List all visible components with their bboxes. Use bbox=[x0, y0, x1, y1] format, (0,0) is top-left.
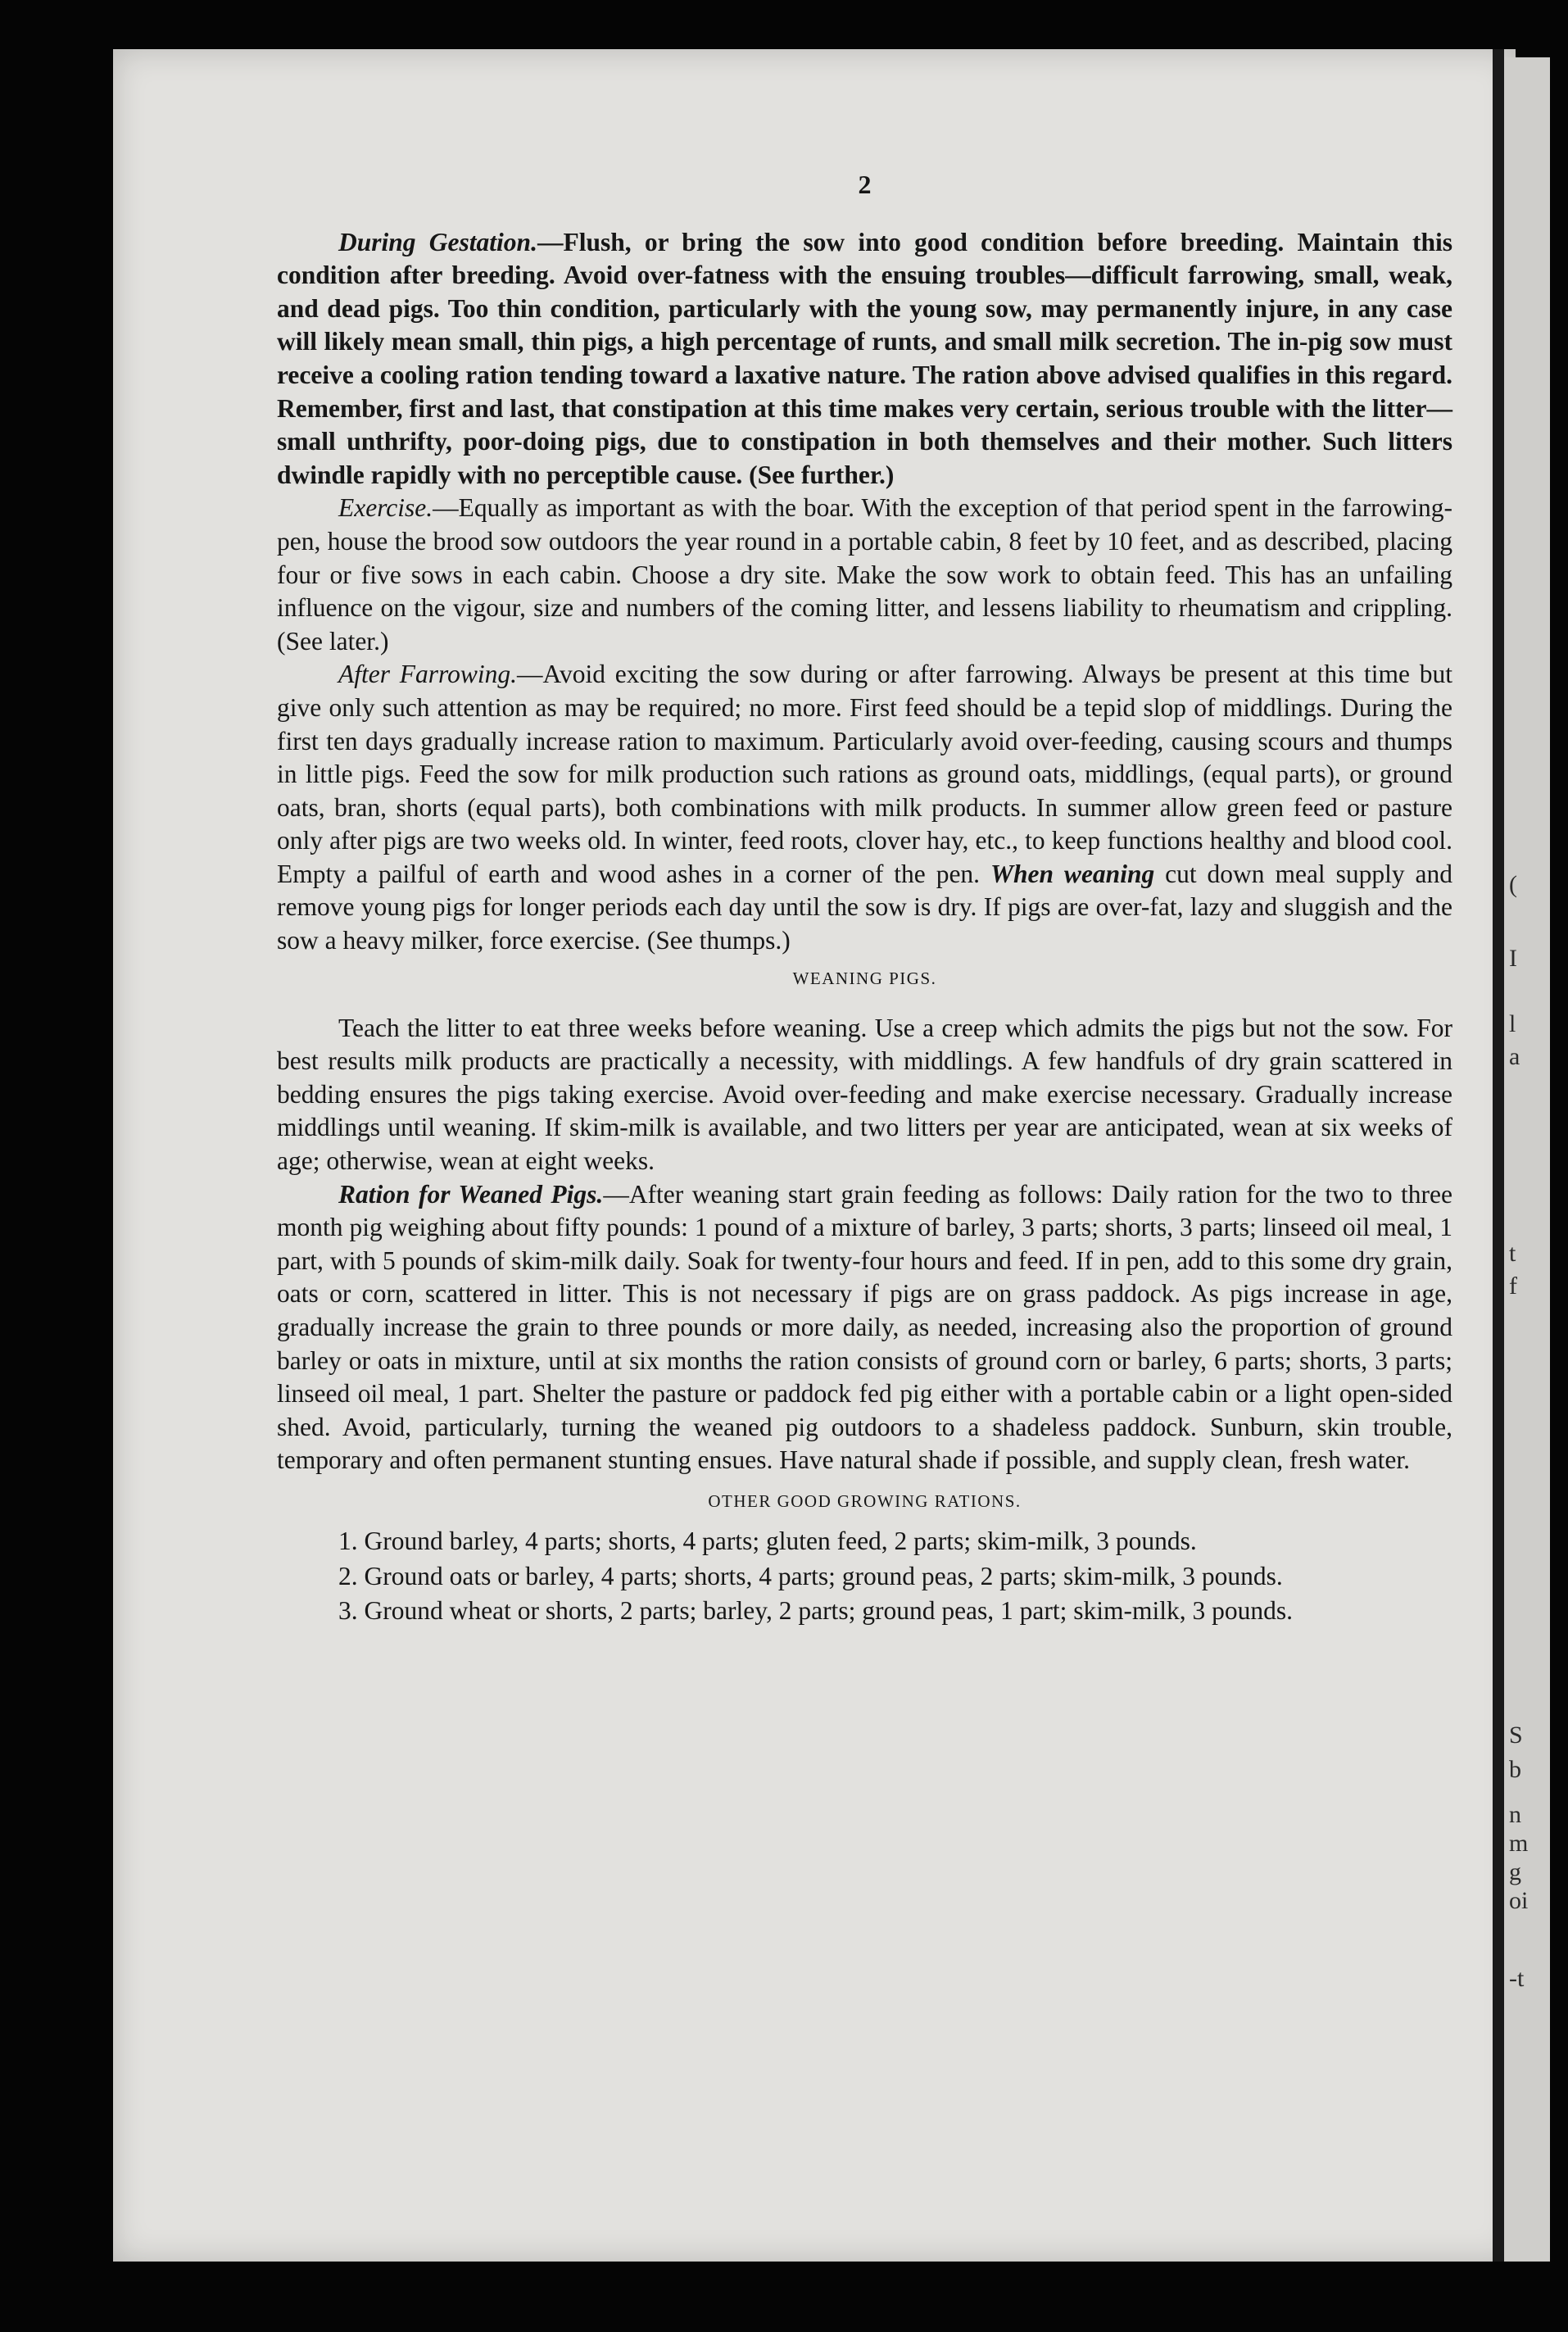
section-heading-other-rations: OTHER GOOD GROWING RATIONS. bbox=[708, 1490, 1022, 1511]
adjacent-page-fragment: g bbox=[1509, 1858, 1521, 1885]
section-heading-weaning: WEANING PIGS. bbox=[792, 968, 937, 988]
paragraph-weaned-ration bbox=[277, 1178, 1452, 1477]
paragraph-body: —Flush, or bring the sow into good condition before breeding. Maintain this condition after breeding. Avoid over-fatness with the ensuing troubles—difficult farrowing, small, weak, and dead pigs. Too thin condition, particularly with the young sow, may permanently injure, in any case will likely mean small, thin pigs, a high percentage of runts, and small milk secretion. The in-pig sow must receive a cooling ration tending toward a laxative nature. The ration above advised qualifies in this regard. Remember, first and last, that constipation at this time makes very certain, serious trouble with the litter—small unthrifty, poor-doing pigs, due to constipation in both themselves and their mother. Such litters dwindle rapidly with no perceptible cause. (See further.) bbox=[277, 227, 1452, 489]
adjacent-page-fragment: f bbox=[1509, 1273, 1517, 1300]
ration-item: 2. Ground oats or barley, 4 parts; shorts, 4 parts; ground peas, 2 parts; skim-milk, 3 pounds. bbox=[338, 1561, 1283, 1590]
ration-list bbox=[277, 1525, 1452, 1628]
ration-item: 1. Ground barley, 4 parts; shorts, 4 parts; gluten feed, 2 parts; skim-milk, 3 pounds. bbox=[338, 1526, 1197, 1555]
paragraph-body: —After weaning start grain feeding as follows: Daily ration for the two to three month pig weighing about fifty pounds: 1 pound of a mixture of barley, 3 parts; shorts, 3 parts; linseed oil meal, 1 part, with 5 pounds of skim-milk daily. Soak for twenty-four hours and feed. If in pen, add to this some dry grain, oats or corn, scattered in litter. This is not necessary if pigs are on grass paddock. As pigs increase in age, gradually increase the grain to three pounds or more daily, as needed, increasing also the proportion of ground barley or oats in mixture, until at six months the ration consists of ground corn or barley, 6 parts; shorts, 3 parts; linseed oil meal, 1 part. Shelter the pasture or paddock fed pig either with a portable cabin or a light open-sided shed. Avoid, particularly, turning the weaned pig outdoors to a shadeless paddock. Sunburn, skin trouble, temporary and often permanent stunting ensues. Have natural shade if possible, and supply clean, fresh water. bbox=[277, 1179, 1452, 1475]
adjacent-page-strip bbox=[1504, 57, 1550, 2262]
adjacent-page-fragment: oi bbox=[1509, 1887, 1529, 1914]
adjacent-page-fragment: b bbox=[1509, 1756, 1521, 1783]
paragraph-gestation bbox=[277, 226, 1452, 492]
adjacent-page-fragment: ( bbox=[1509, 871, 1517, 898]
paragraph-body: cut down meal supply and remove young pigs for longer periods each day until the sow is dry. If pigs are over-fat, lazy and sluggish and the sow a heavy milker, force exercise. (See thumps.) bbox=[277, 859, 1453, 955]
adjacent-page-fragment: m bbox=[1509, 1830, 1529, 1857]
adjacent-page-fragment: I bbox=[1509, 945, 1517, 972]
paragraph-body: —Avoid exciting the sow during or after farrowing. Always be present at this time but give only such attention as may be required; no more. First feed should be a tepid slop of middlings. During the first ten days gradually increase ration to maximum. Particularly avoid over-feeding, causing scours and thumps in little pigs. Feed the sow for milk production such rations as ground oats, middlings, (equal parts), or ground oats, bran, shorts (equal parts), both combinations with milk products. In summer allow green feed or pasture only after pigs are two weeks old. In winter, feed roots, clover hay, etc., to keep functions healthy and blood cool. Empty a pailful of earth and wood ashes in a corner of the pen. bbox=[277, 660, 1452, 888]
page-number: 2 bbox=[858, 170, 872, 199]
paragraph-after-farrowing bbox=[277, 658, 1452, 957]
page-spine-shadow bbox=[1493, 49, 1504, 2262]
paragraph-heading: After Farrowing. bbox=[338, 660, 518, 689]
adjacent-page-fragment: n bbox=[1509, 1801, 1521, 1828]
paragraph-heading: Exercise. bbox=[338, 493, 433, 523]
ration-item: 3. Ground wheat or shorts, 2 parts; barley, 2 parts; ground peas, 1 part; skim-milk, 3 pounds. bbox=[338, 1596, 1294, 1626]
paragraph-heading: Ration for Weaned Pigs. bbox=[338, 1179, 604, 1209]
page-text bbox=[277, 168, 1452, 1628]
paragraph-body: —Equally as important as with the boar. With the exception of that period spent in the farrowing-pen, house the brood sow outdoors the year round in a portable cabin, 8 feet by 10 feet, and as described, placing four or five sows in each cabin. Choose a dry site. Make the sow work to obtain feed. This has an unfailing influence on the vigour, size and numbers of the coming litter, and lessens liability to rheumatism and crippling. (See later.) bbox=[277, 493, 1452, 656]
adjacent-page-fragment: t bbox=[1509, 1240, 1516, 1267]
adjacent-page-fragment: a bbox=[1509, 1043, 1520, 1070]
paragraph-weaning: Teach the litter to eat three weeks before weaning. Use a creep which admits the pigs but not the sow. For best results milk products are practically a necessity, with middlings. A few handfuls of dry grain scattered in bedding ensures the pigs taking exercise. Avoid over-feeding and make exercise necessary. Gradually increase middlings until weaning. If skim-milk is available, and two litters per year are anticipated, wean at six weeks of age; otherwise, wean at eight weeks. bbox=[277, 1013, 1452, 1176]
adjacent-page-fragment: l bbox=[1509, 1010, 1516, 1037]
paragraph-heading: During Gestation. bbox=[338, 227, 537, 256]
adjacent-page-fragment: -t bbox=[1509, 1965, 1525, 1992]
emphasis-text: When weaning bbox=[990, 859, 1155, 888]
adjacent-page-fragment: S bbox=[1509, 1722, 1523, 1749]
paragraph-exercise bbox=[277, 492, 1452, 658]
